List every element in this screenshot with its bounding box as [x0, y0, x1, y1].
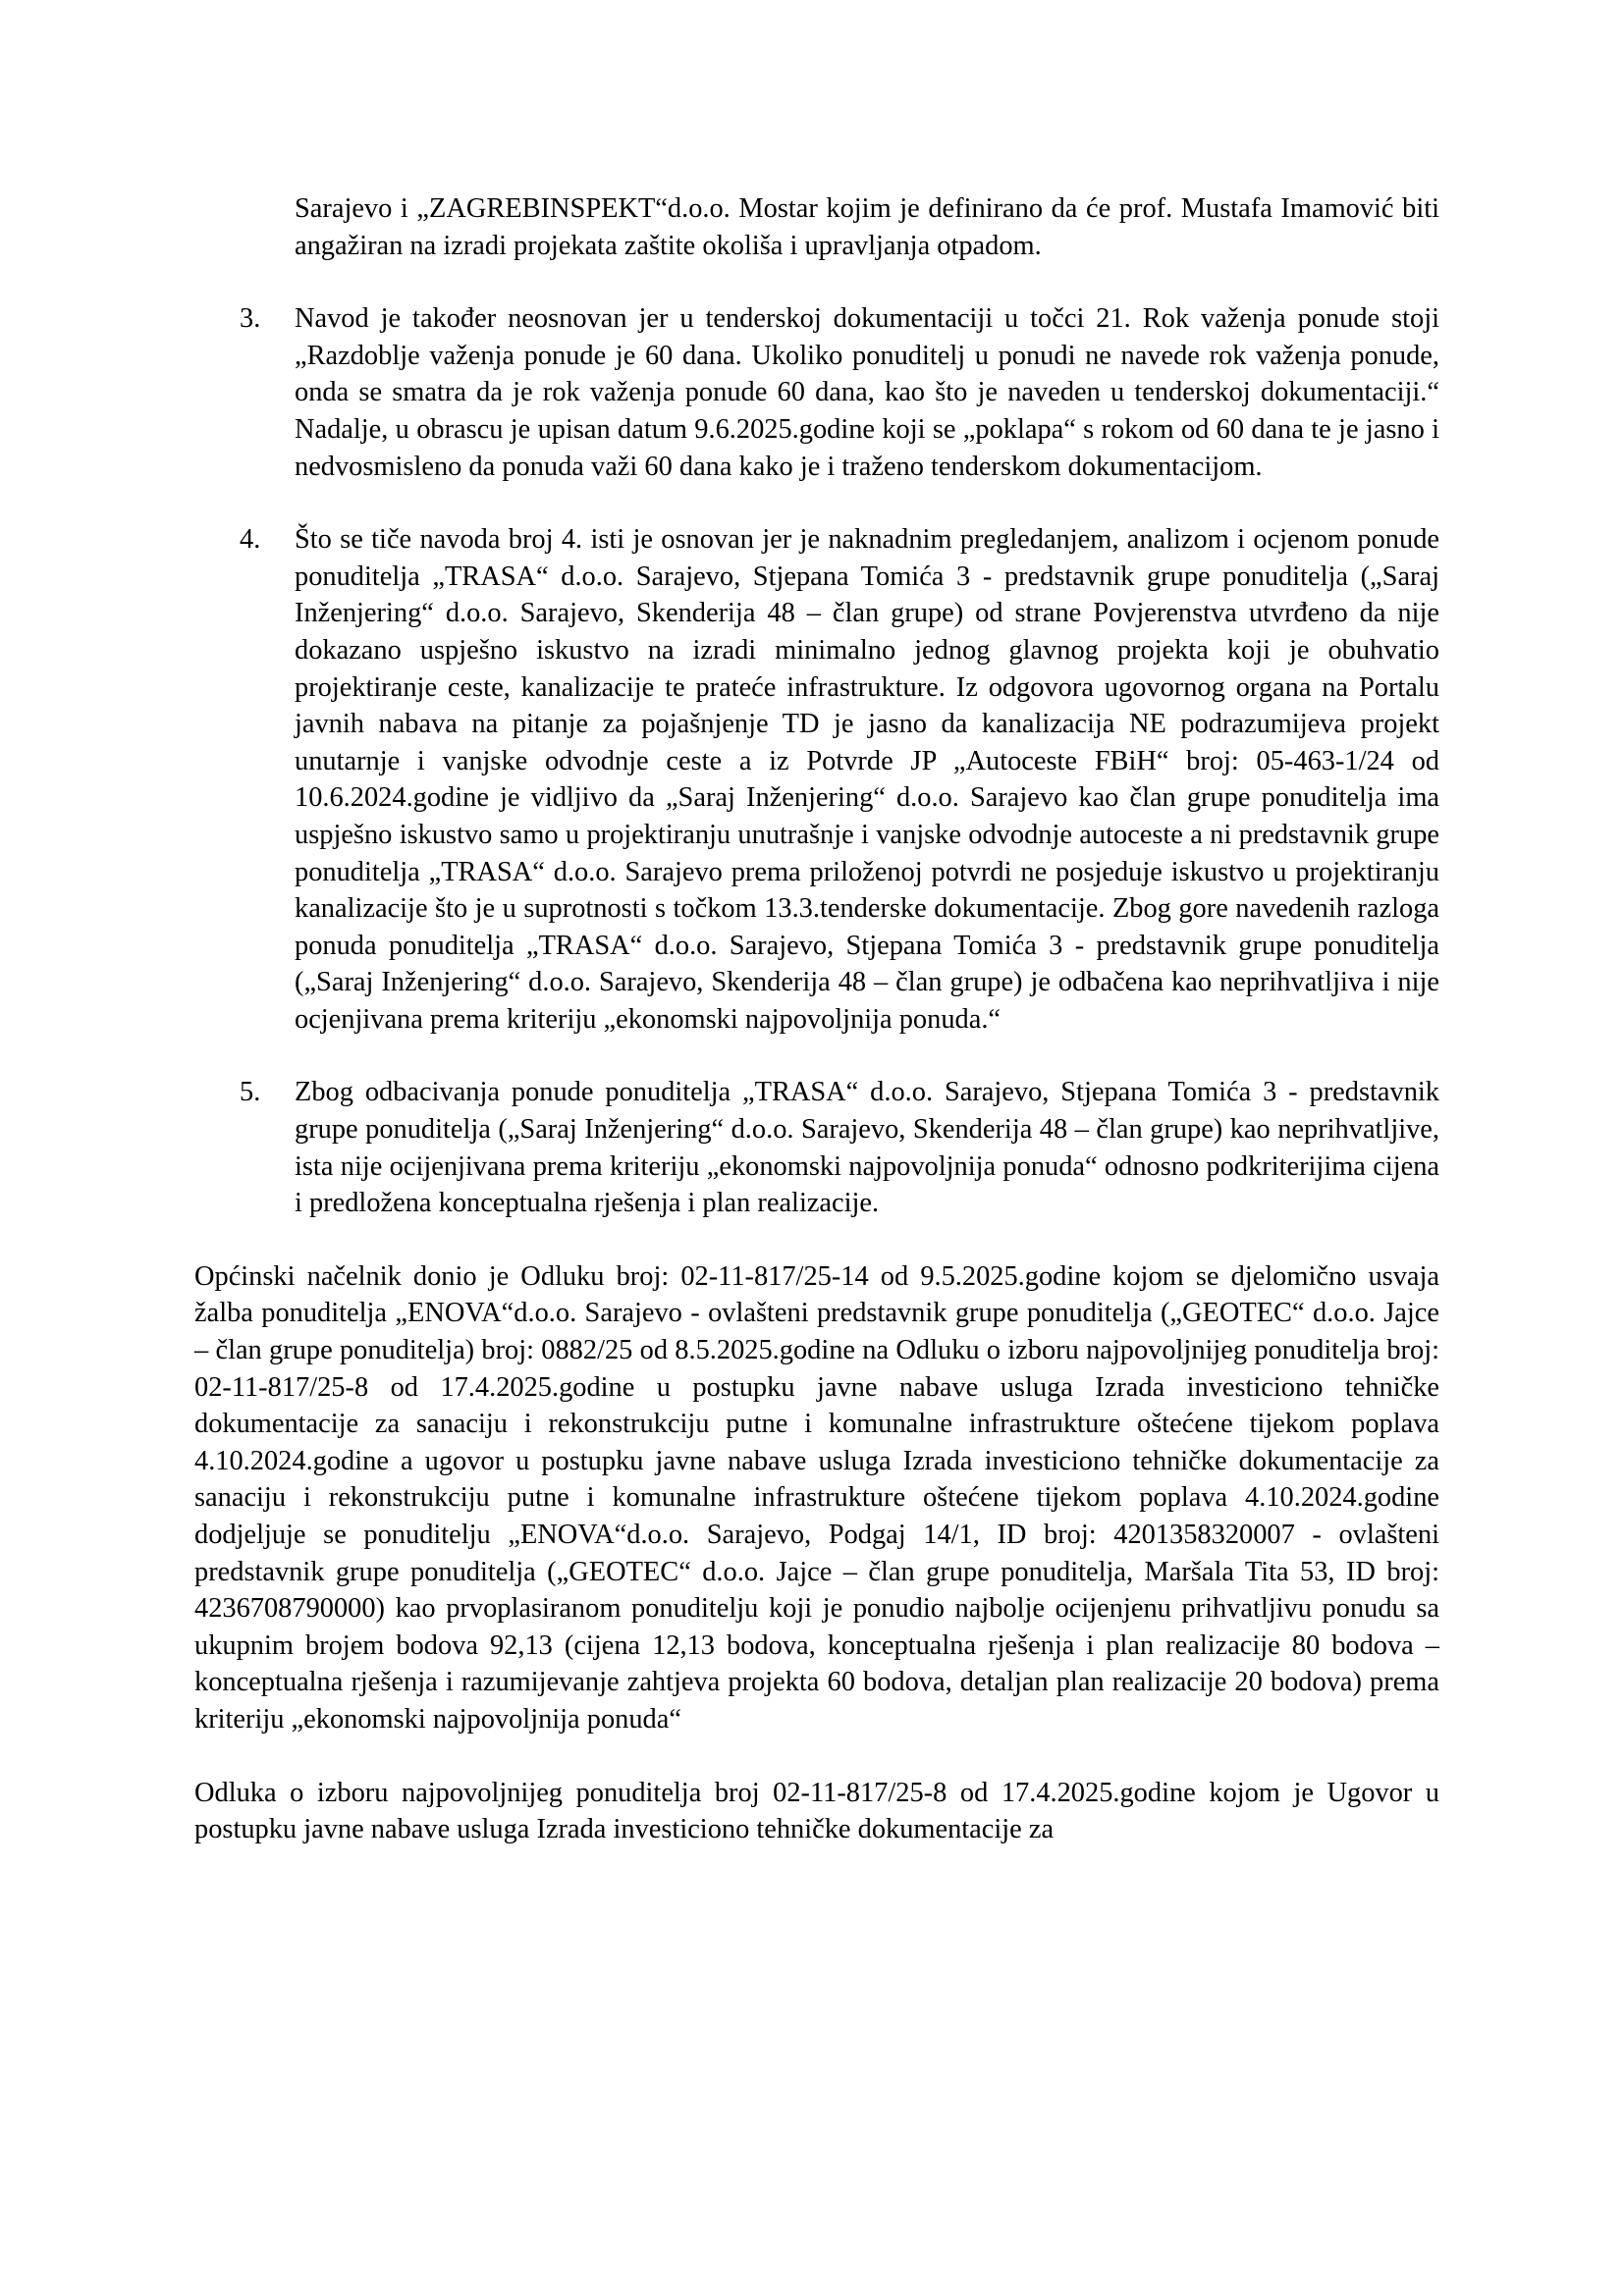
item-number: 4. [240, 524, 261, 556]
list-item [240, 300, 1439, 485]
item-number: 5. [240, 1077, 261, 1108]
list-item [240, 1074, 1439, 1221]
document-body [194, 190, 1439, 1848]
numbered-list [194, 300, 1439, 1222]
item-text: Što se tiče navoda broj 4. isti je osnovan jer je naknadnim pregledanjem, analizom i ocjenom ponude ponuditelja „TRASA“ d.o.o. Sarajevo, Stjepana Tomića 3 - predstavnik grupe ponuditelja („Saraj Inženjering“ d.o.o. Sarajevo, Skenderija 48 – član grupe) od strane Povjerenstva utvrđeno da nije dokazano uspješno iskustvo na izradi minimalno jednog glavnog projekta koji je obuhvatio projektiranje ceste, kanalizacije te prateće infrastrukture. Iz odgovora ugovornog organa na Portalu javnih nabava na pitanje za pojašnjenje TD je jasno da kanalizacija NE podrazumijeva projekt unutarnje i vanjske odvodnje ceste a iz Potvrde JP „Autoceste FBiH“ broj: 05-463-1/24 od 10.6.2024.godine je vidljivo da „Saraj Inženjering“ d.o.o. Sarajevo kao član grupe ponuditelja ima uspješno iskustvo samo u projektiranju unutrašnje i vanjske odvodnje autoceste a ni predstavnik grupe ponuditelja „TRASA“ d.o.o. Sarajevo prema priloženoj potvrdi ne posjeduje iskustvo u projektiranju kanalizacije što je u suprotnosti s točkom 13.3.tenderske dokumentacije. Zbog gore navedenih razloga ponuda ponuditelja „TRASA“ d.o.o. Sarajevo, Stjepana Tomića 3 - predstavnik grupe ponuditelja („Saraj Inženjering“ d.o.o. Sarajevo, Skenderija 48 – član grupe) je odbačena kao neprihvatljiva i nije ocjenjivana prema kriteriju „ekonomski najpovoljnija ponuda.“ [295, 524, 1439, 1035]
item-text: Navod je također neosnovan jer u tenderskoj dokumentaciji u točci 21. Rok važenja ponude stoji „Razdoblje važenja ponude je 60 dana. Ukoliko ponuditelj u ponudi ne navede rok važenja ponude, onda se smatra da je rok važenja ponude 60 dana, kao što je naveden u tenderskoj dokumentaciji.“ Nadalje, u obrascu je upisan datum 9.6.2025.godine koji se „poklapa“ s rokom od 60 dana te je jasno i nedvosmisleno da ponuda važi 60 dana kako je i traženo tenderskom dokumentacijom. [295, 303, 1439, 482]
closing-paragraph: Odluka o izboru najpovoljnijeg ponuditelja broj 02-11-817/25-8 od 17.4.2025.godine kojom je Ugovor u postupku javne nabave usluga Izrada investiciono tehničke dokumentacije za [194, 1777, 1439, 1845]
item-number: 3. [240, 303, 261, 335]
continuation-paragraph: Sarajevo i „ZAGREBINSPEKT“d.o.o. Mostar kojim je definirano da će prof. Mustafa Imamović biti angažiran na izradi projekata zaštite okoliša i upravljanja otpadom. [295, 193, 1439, 261]
item-text: Zbog odbacivanja ponude ponuditelja „TRASA“ d.o.o. Sarajevo, Stjepana Tomića 3 - predstavnik grupe ponuditelja („Saraj Inženjering“ d.o.o. Sarajevo, Skenderija 48 – član grupe) kao neprihvatljive, ista nije ocijenjivana prema kriteriju „ekonomski najpovoljnija ponuda“ odnosno podkriterijima cijena i predložena konceptualna rješenja i plan realizacije. [295, 1077, 1439, 1219]
list-item [240, 521, 1439, 1038]
decision-paragraph: Općinski načelnik donio je Odluku broj: 02-11-817/25-14 od 9.5.2025.godine kojom se djelomično usvaja žalba ponuditelja „ENOVA“d.o.o. Sarajevo - ovlašteni predstavnik grupe ponuditelja („GEOTEC“ d.o.o. Jajce – član grupe ponuditelja) broj: 0882/25 od 8.5.2025.godine na Odluku o izboru najpovoljnijeg ponuditelja broj: 02-11-817/25-8 od 17.4.2025.godine u postupku javne nabave usluga Izrada investiciono tehničke dokumentacije za sanaciju i rekonstrukciju putne i komunalne infrastrukture oštećene tijekom poplava 4.10.2024.godine a ugovor u postupku javne nabave usluga Izrada investiciono tehničke dokumentacije za sanaciju i rekonstrukciju putne i komunalne infrastrukture oštećene tijekom poplava 4.10.2024.godine dodjeljuje se ponuditelju „ENOVA“d.o.o. Sarajevo, Podgaj 14/1, ID broj: 4201358320007 - ovlašteni predstavnik grupe ponuditelja („GEOTEC“ d.o.o. Jajce – član grupe ponuditelja, Maršala Tita 53, ID broj: 4236708790000) kao prvoplasiranom ponuditelju koji je ponudio najbolje ocijenjenu prihvatljivu ponudu sa ukupnim brojem bodova 92,13 (cijena 12,13 bodova, konceptualna rješenja i plan realizacije 80 bodova – konceptualna rješenja i razumijevanje zahtjeva projekta 60 bodova, detaljan plan realizacije 20 bodova) prema kriteriju „ekonomski najpovoljnija ponuda“ [194, 1260, 1439, 1735]
